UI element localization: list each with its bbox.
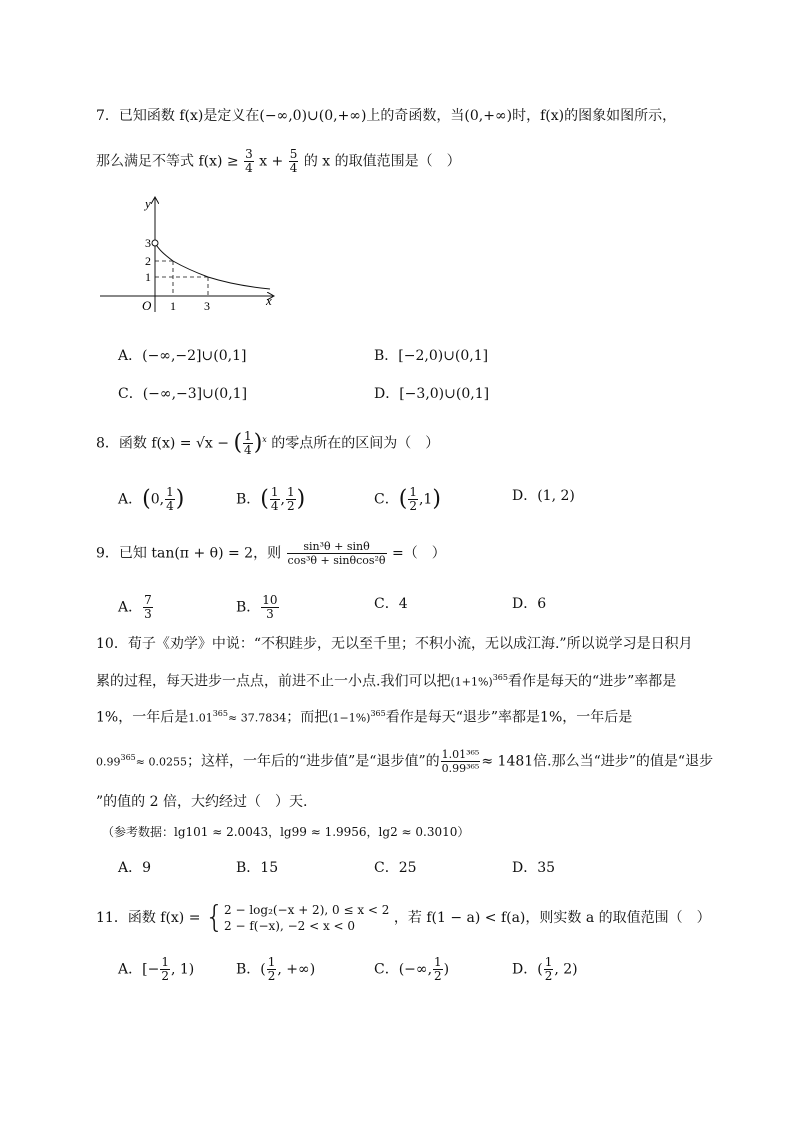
q11-piecewise: 2 − log₂(−x + 2), 0 ≤ x < 2 2 − f(−x), −2 < x < 0 xyxy=(224,903,390,933)
q10-option-b[interactable]: B．15 xyxy=(236,860,279,876)
q11-pre: 11．函数 f(x) = xyxy=(96,910,201,926)
q10-option-d[interactable]: D．35 xyxy=(512,860,556,876)
q10-ratio-fraction: $\frac{\text{1.01³⁶⁵}}{\text{0.99³⁶⁵}}$ xyxy=(441,748,480,776)
q8-exponent: x xyxy=(262,435,267,444)
q10-line2: 累的过程，每天进步一点点，前进不止一小点.我们可以把$(1+1\%)^{365}$看作是每天的“进步”率都是 xyxy=(96,673,677,690)
q7-option-a[interactable]: A．(−∞,−2]∪(0,1] xyxy=(118,348,247,364)
open-point xyxy=(152,240,158,246)
q9-option-b[interactable]: B． $\frac{10}{3}$ xyxy=(236,593,278,621)
q10-option-a[interactable]: A．9 xyxy=(118,860,152,876)
q8-option-d[interactable]: D．(1, 2) xyxy=(512,488,575,504)
q7-stem-line2 xyxy=(96,148,461,175)
q7-line2-mid: x + xyxy=(259,153,284,170)
y-tick-3: 3 xyxy=(145,236,151,250)
q9-post: =（ ） xyxy=(392,545,446,562)
q7-function-graph xyxy=(95,192,280,317)
q11-option-b[interactable]: B．( $\frac{1}{2}$ , +∞) xyxy=(236,955,316,983)
q11-stem: 11．函数 f(x) = { 2 − log₂(−x + 2), 0 ≤ x < 2 2 − f(−x), −2 < x < 0 ，若 f(1 − a) < f(a)，则实数 a 的取值范围（ ） xyxy=(96,900,711,935)
y-tick-1: 1 xyxy=(145,270,151,284)
q8-pre: 8．函数 f(x) = √x − xyxy=(96,435,229,452)
x-tick-1: 1 xyxy=(170,299,176,313)
q8-post: 的零点所在的区间为（ ） xyxy=(271,435,440,452)
q7-fraction-1: $\frac{3}{4}$ xyxy=(245,147,253,175)
q7-option-d[interactable]: D．[−3,0)∪(0,1] xyxy=(374,386,490,402)
q7-option-c[interactable]: C．(−∞,−3]∪(0,1] xyxy=(118,386,248,402)
q11-option-c[interactable]: C．(−∞, $\frac{1}{2}$ ) xyxy=(374,955,450,983)
x-axis-label: x xyxy=(266,293,272,308)
q10-option-c[interactable]: C．25 xyxy=(374,860,417,876)
q8-stem: 8．函数 f(x) = √x − ( $\frac{1}{4}$ )$^x$ 的零点所在的区间为（ ） xyxy=(96,429,440,458)
y-axis-label: y xyxy=(145,196,151,211)
q10-line1: 10．荀子《劝学》中说：“不积跬步，无以至千里；不积小流，无以成江海.”所以说学习是日积月 xyxy=(96,636,693,652)
y-tick-2: 2 xyxy=(145,254,151,268)
q7-line2-pre: 那么满足不等式 f(x) ≥ xyxy=(96,153,239,170)
q7-line2-post: 的 x 的取值范围是（ ） xyxy=(303,153,461,170)
q9-option-d[interactable]: D．6 xyxy=(512,596,547,612)
origin-label: O xyxy=(142,298,152,313)
function-curve xyxy=(155,243,270,289)
q8-fraction: $\frac{1}{4}$ xyxy=(244,429,252,458)
q9-option-a[interactable]: A． $\frac{7}{3}$ xyxy=(118,593,152,621)
q11-post: ，若 f(1 − a) < f(a)，则实数 a 的取值范围（ ） xyxy=(393,910,711,926)
q7-stem-line1: 7．已知函数 f(x)是定义在(−∞,0)∪(0,+∞)上的奇函数，当(0,+∞)时，f(x)的图象如图所示， xyxy=(96,108,677,124)
q7-fraction-2: $\frac{5}{4}$ xyxy=(289,147,298,175)
x-tick-3: 3 xyxy=(204,299,210,313)
q8-option-b[interactable]: B．( $\frac{1}{4}$ , $\frac{1}{2}$ ) xyxy=(236,485,306,513)
q9-pre: 9．已知 tan(π + θ) = 2，则 xyxy=(96,545,282,562)
q11-option-d[interactable]: D．( $\frac{1}{2}$ , 2) xyxy=(512,955,578,983)
q10-reference-data: （参考数据：lg101 ≈ 2.0043，lg99 ≈ 1.9956，lg2 ≈ 0.3010） xyxy=(102,825,470,839)
q8-option-c[interactable]: C．( $\frac{1}{2}$ ,1) xyxy=(374,485,441,513)
q7-option-b[interactable]: B．[−2,0)∪(0,1] xyxy=(374,348,489,364)
q10-line3: 1%，一年后是$1.01^{365}\approx 37.7834$；而把$(1-1\%)^{365}$看作是每天“退步”率都是1%，一年后是 xyxy=(96,709,633,726)
q11-option-a[interactable]: A．[− $\frac{1}{2}$ , 1) xyxy=(118,955,195,983)
q8-option-a[interactable]: A．(0, $\frac{1}{4}$ ) xyxy=(118,485,185,513)
q9-stem xyxy=(96,540,446,567)
q9-fraction: $\frac{\text{sin³θ + sinθ}}{\text{cos³θ + sinθcos²θ}}$ xyxy=(287,540,386,567)
q10-line5: ”的值的 2 倍，大约经过（ ）天. xyxy=(96,794,308,810)
q9-option-c[interactable]: C．4 xyxy=(374,596,408,612)
q10-line4: $0.99^{365}\approx 0.0255$；这样，一年后的“进步值”是“退步值”的 $\frac{\text{1.01³⁶⁵}}{\text{0.99³⁶⁵}}$ ≈ 1481倍.那么当“进步”的值是“退步 xyxy=(96,748,714,776)
